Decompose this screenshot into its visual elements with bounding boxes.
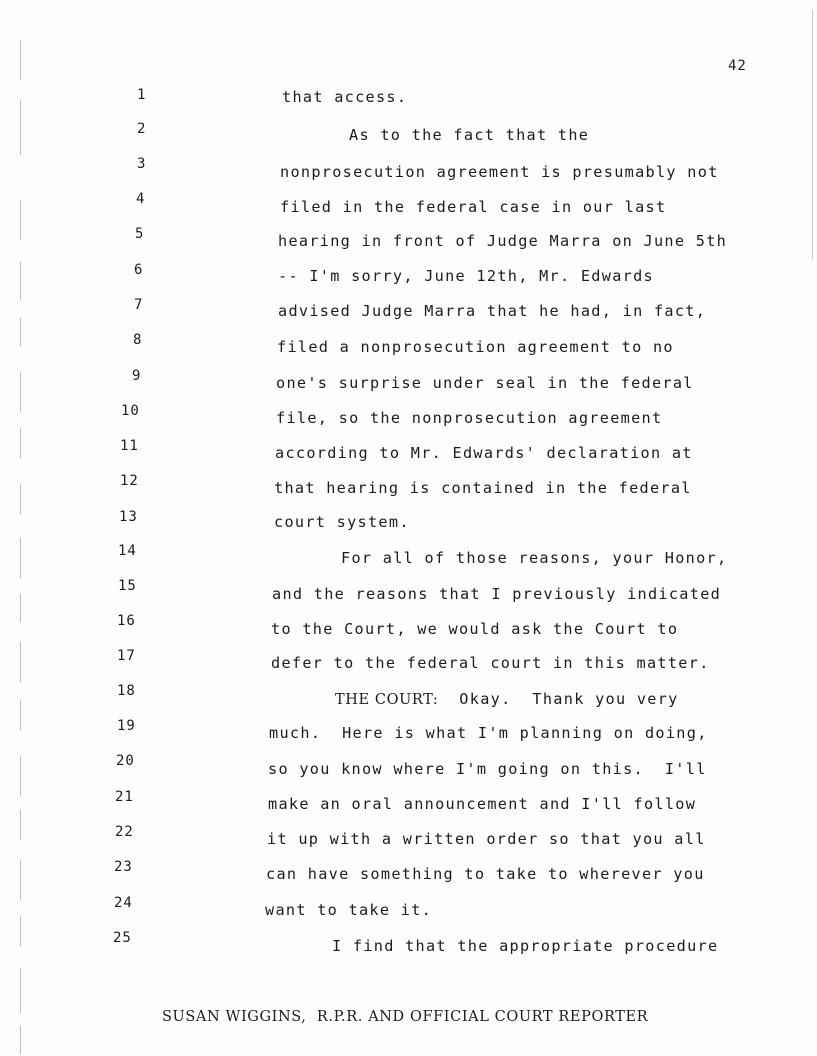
line-number: 17 <box>117 648 136 664</box>
line-number: 25 <box>113 930 132 946</box>
binding-mark <box>20 538 21 578</box>
line-number: 5 <box>135 226 145 242</box>
transcript-line: want to take it. <box>265 901 433 919</box>
line-number: 6 <box>134 262 144 278</box>
line-number: 2 <box>137 121 147 137</box>
transcript-line: filed in the federal case in our last <box>280 198 667 216</box>
binding-mark <box>20 372 21 412</box>
binding-mark <box>20 860 21 900</box>
line-number: 24 <box>114 895 133 911</box>
transcript-line: that access. <box>282 88 408 106</box>
line-number: 4 <box>136 191 146 207</box>
transcript-line: defer to the federal court in this matter. <box>271 654 710 672</box>
transcript-line: advised Judge Marra that he had, in fact, <box>278 302 707 320</box>
line-number: 9 <box>132 368 142 384</box>
line-number: 20 <box>116 753 135 769</box>
binding-mark <box>20 428 21 458</box>
line-number: 23 <box>114 859 133 875</box>
line-number: 15 <box>118 578 137 594</box>
transcript-line: hearing in front of Judge Marra on June 5th <box>278 232 728 250</box>
binding-mark <box>20 262 21 300</box>
binding-mark <box>20 318 21 346</box>
transcript-line: filed a nonprosecution agreement to no <box>277 338 674 356</box>
line-number: 13 <box>119 509 138 525</box>
transcript-line: As to the fact that the <box>349 126 590 144</box>
transcript-line: one's surprise under seal in the federal <box>276 374 694 392</box>
line-number: 19 <box>117 718 136 734</box>
transcript-line: -- I'm sorry, June 12th, Mr. Edwards <box>278 267 654 285</box>
transcript-line: file, so the nonprosecution agreement <box>276 409 663 427</box>
transcript-line: much. Here is what I'm planning on doing, <box>269 724 708 742</box>
line-number: 21 <box>115 789 134 805</box>
transcript-line: For all of those reasons, your Honor, <box>341 549 728 567</box>
page-edge <box>812 10 813 260</box>
transcript-line: can have something to take to wherever you <box>266 865 705 883</box>
binding-mark <box>20 200 21 240</box>
line-number: 3 <box>137 156 147 172</box>
binding-mark <box>20 100 21 155</box>
line-number: 16 <box>117 613 136 629</box>
transcript-line: to the Court, we would ask the Court to <box>271 620 679 638</box>
binding-mark <box>20 756 21 796</box>
transcript-line: nonprosecution agreement is presumably not <box>280 163 719 181</box>
binding-mark <box>20 594 21 622</box>
line-number: 8 <box>133 332 143 348</box>
binding-mark <box>20 916 21 946</box>
line-number: 10 <box>121 403 140 419</box>
line-number: 14 <box>118 543 137 559</box>
binding-mark <box>20 968 21 1013</box>
transcript-line <box>335 690 679 708</box>
line-number: 22 <box>115 824 134 840</box>
transcript-line: and the reasons that I previously indicated <box>272 585 722 603</box>
line-number: 1 <box>137 87 147 103</box>
transcript-line: according to Mr. Edwards' declaration at <box>275 444 693 462</box>
line-number: 18 <box>117 683 136 699</box>
transcript-line: court system. <box>274 513 410 531</box>
speaker-label: THE COURT: <box>335 692 439 708</box>
binding-mark <box>20 1026 21 1054</box>
binding-mark <box>20 700 21 730</box>
reporter-footer: SUSAN WIGGINS, R.P.R. AND OFFICIAL COURT REPORTER <box>162 1009 649 1025</box>
transcript-line: so you know where I'm going on this. I'll <box>268 760 707 778</box>
page-number: 42 <box>728 58 747 74</box>
line-number: 7 <box>134 297 144 313</box>
speaker-text: Okay. Thank you very <box>438 690 679 708</box>
transcript-line: make an oral announcement and I'll follow <box>268 795 697 813</box>
transcript-line: I find that the appropriate procedure <box>332 937 719 955</box>
line-number: 12 <box>120 473 139 489</box>
binding-mark <box>20 810 21 840</box>
transcript-line: it up with a written order so that you all <box>267 830 706 848</box>
binding-mark <box>20 642 21 682</box>
binding-mark <box>20 40 21 80</box>
binding-mark <box>20 484 21 514</box>
line-number: 11 <box>120 438 139 454</box>
transcript-line: that hearing is contained in the federal <box>274 479 692 497</box>
